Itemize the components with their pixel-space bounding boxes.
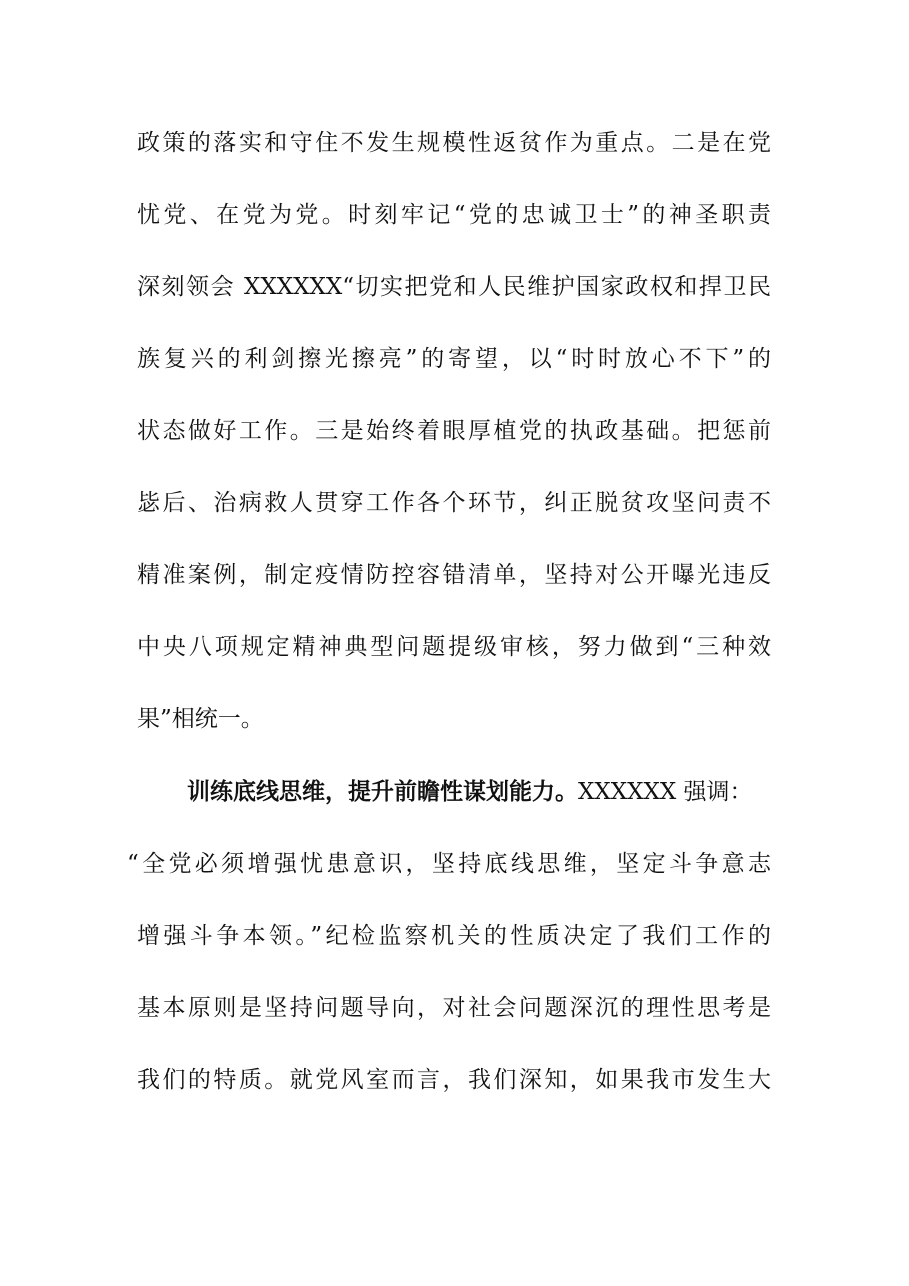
paragraph-1-line-8: 中央八项规定精神典型问题提级审核，努力做到“三种效 [137,634,771,660]
paragraph-1-line-3: 深刻领会 XXXXXX“切实把党和人民维护国家政权和捍卫民 [137,274,771,300]
paragraph-1-line-4: 族复兴的利剑擦光擦亮”的寄望，以“时时放心不下”的 [137,346,771,372]
paragraph-1-line-5: 状态做好工作。三是始终着眼厚植党的执政基础。把惩前 [137,418,771,444]
paragraph-2-line-4: 基本原则是坚持问题导向，对社会问题深沉的理性思考是 [137,995,771,1021]
paragraph-2-line-5: 我们的特质。就党风室而言，我们深知，如果我市发生大 [137,1067,771,1093]
paragraph-2-line-2: “全党必须增强忧患意识，坚持底线思维，坚定斗争意志 [127,851,771,877]
paragraph-1-line-2: 忧党、在党为党。时刻牢记“党的忠诚卫士”的神圣职责 [137,202,771,228]
paragraph-1-line-1: 政策的落实和守住不发生规模性返贫作为重点。二是在党 [137,130,771,156]
paragraph-2-first-line-rest: XXXXXX 强调： [578,779,753,805]
paragraph-1-line-9: 果”相统一。 [137,706,264,732]
paragraph-1-line-6: 毖后、治病救人贯穿工作各个环节，纠正脱贫攻坚问责不 [137,490,771,516]
paragraph-1-line-7: 精准案例，制定疫情防控容错清单，坚持对公开曝光违反 [137,562,771,588]
paragraph-2-first-line [187,777,771,807]
paragraph-2-line-3: 增强斗争本领。”纪检监察机关的性质决定了我们工作的 [137,923,771,949]
paragraph-2-heading: 训练底线思维，提升前瞻性谋划能力。 [187,778,578,805]
